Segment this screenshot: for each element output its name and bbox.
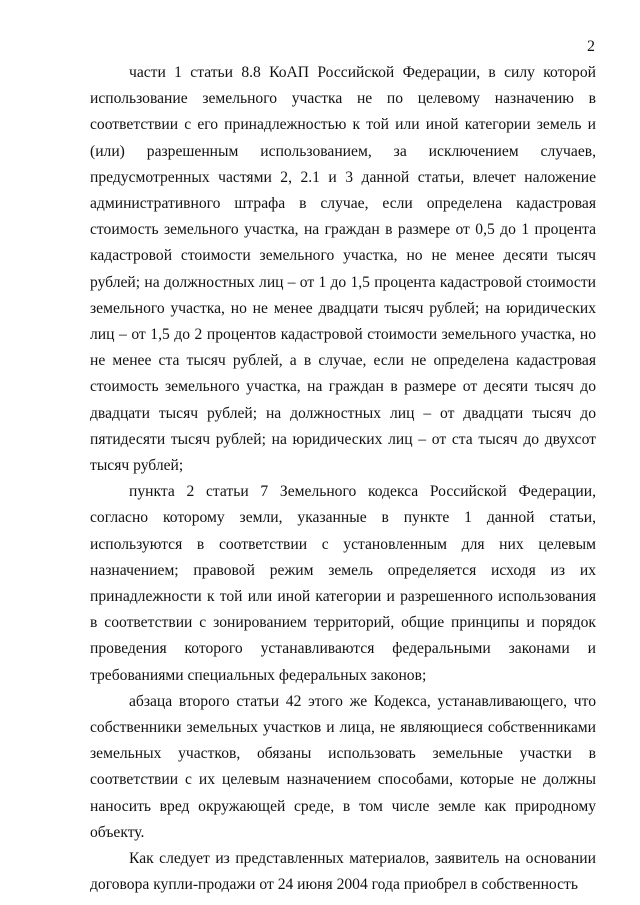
- paragraph-koap-article-8-8: части 1 статьи 8.8 КоАП Российской Федерации, в силу которой использование земельного участка не по целевому назначению в соответствии с его принадлежностью к той или иной категории земель и (или) разрешенным использованием, за исключением случаев, предусмотренных частями 2, 2.1 и 3 данной статьи, влечет наложение административного штрафа в случае, если определена кадастровая стоимость земельного участка, на граждан в размере от 0,5 до 1 процента кадастровой стоимости земельного участка, но не менее десяти тысяч рублей; на должностных лиц – от 1 до 1,5 процента кадастровой стоимости земельного участка, но не менее двадцати тысяч рублей; на юридических лиц – от 1,5 до 2 процентов кадастровой стоимости земельного участка, но не менее ста тысяч рублей, а в случае, если не определена кадастровая стоимость земельного участка, на граждан в размере от десяти тысяч до двадцати тысяч рублей; на должностных лиц – от двадцати тысяч до пятидесяти тысяч рублей; на юридических лиц – от ста тысяч до двухсот тысяч рублей;: [90, 64, 596, 475]
- paragraph-land-code-article-42: абзаца второго статьи 42 этого же Кодекса, устанавливающего, что собственники земельных участков и лица, не являющиеся собственниками земельных участков, обязаны использовать земельные участки в соответствии с их целевым назначением способами, которые не должны наносить вред окружающей среде, в том числе земле как природному объекту.: [90, 692, 596, 841]
- page-number: 2: [587, 38, 595, 55]
- paragraph-land-code-article-7: пункта 2 статьи 7 Земельного кодекса Российской Федерации, согласно которому земли, указанные в пункте 1 данной статьи, используются в соответствии с установленным для них целевым назначением; правовой режим земель определяется исходя из их принадлежности к той или иной категории и разрешенного использования в соответствии с зонированием территорий, общие принципы и порядок проведения которого устанавливаются федеральными законами и требованиями специальных федеральных законов;: [90, 483, 596, 684]
- document-body: [90, 60, 596, 899]
- paragraph-case-facts: Как следует из представленных материалов, заявитель на основании договора купли-продажи от 24 июня 2004 года приобрел в собственность: [90, 850, 596, 894]
